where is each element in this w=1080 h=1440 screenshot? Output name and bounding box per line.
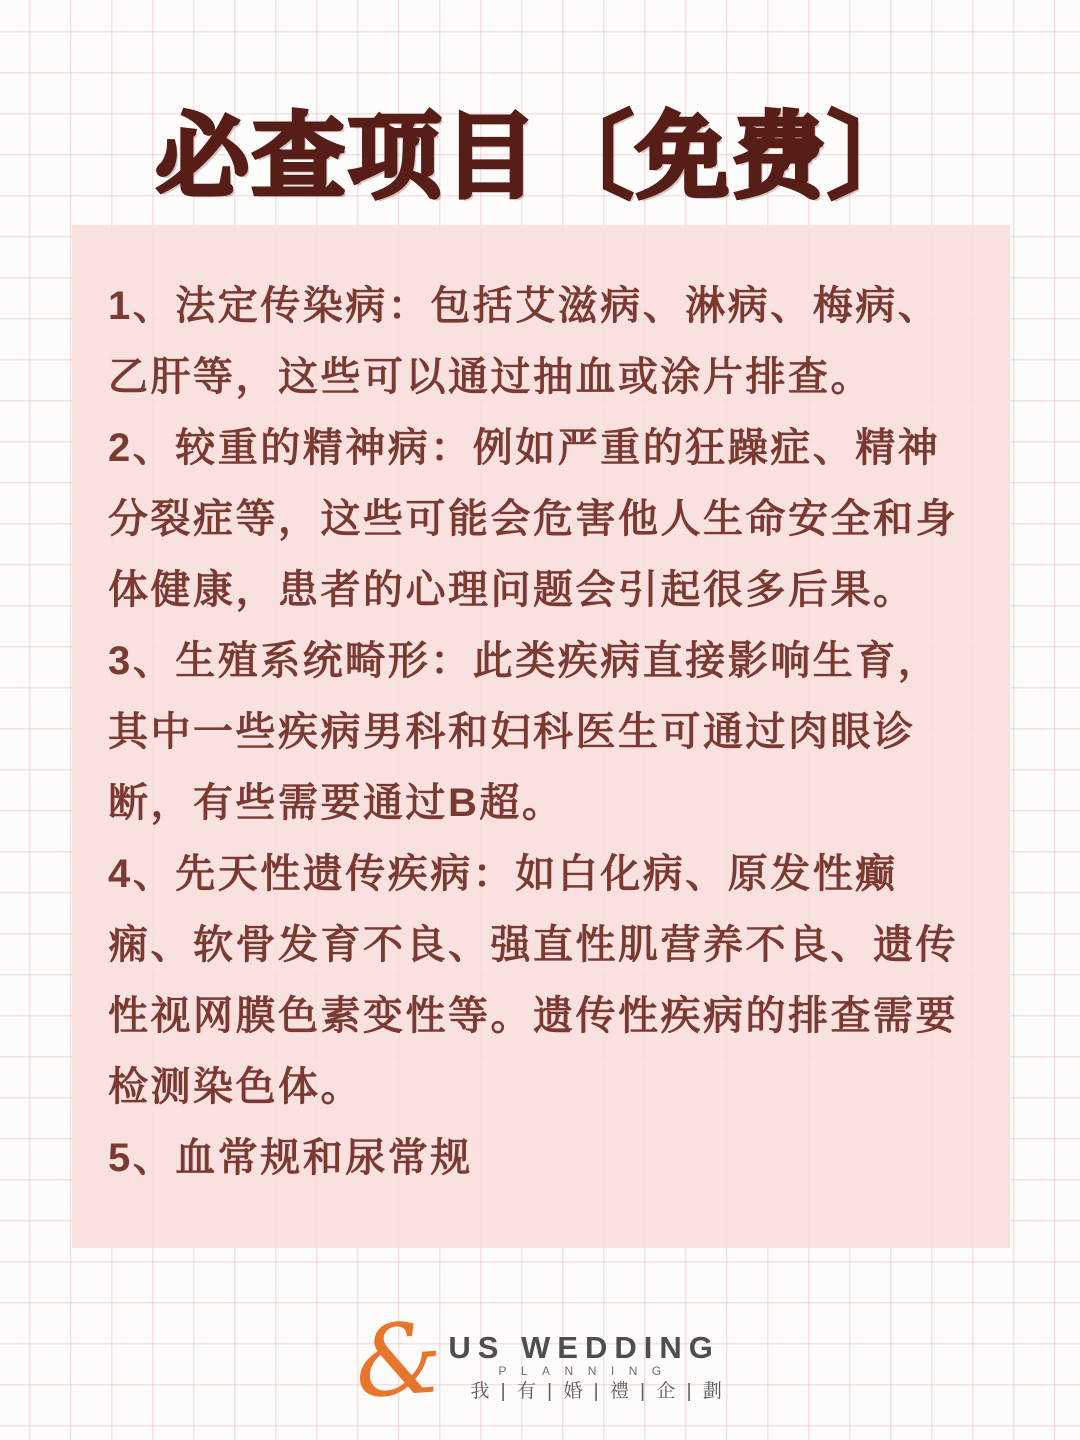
- list-item-line: 痫、软骨发育不良、强直性肌营养不良、遗传: [108, 923, 958, 967]
- list-item: [108, 271, 976, 413]
- content-panel: [72, 225, 1010, 1248]
- list-item-line: 分裂症等，这些可能会危害他人生命安全和身: [108, 497, 958, 541]
- list-item-line: 乙肝等，这些可以通过抽血或涂片排查。: [108, 355, 873, 399]
- page-title: 必查项目〔免费〕: [156, 105, 924, 209]
- list-item-line: 2、较重的精神病：例如严重的狂躁症、精神: [108, 426, 941, 470]
- list-item: [108, 626, 976, 839]
- list-item: [108, 839, 976, 1123]
- brand-chinese-tagline: 我 | 有 | 婚 | 禮 | 企 | 劃: [470, 1381, 725, 1402]
- list-item-line: 性视网膜色素变性等。遗传性疾病的排查需要: [108, 994, 958, 1038]
- list-item-line: 断，有些需要通过B超。: [108, 781, 565, 825]
- brand-name: US WEDDING: [448, 1330, 720, 1365]
- list-item-line: 体健康，患者的心理问题会引起很多后果。: [108, 568, 916, 612]
- list-item-line: 1、法定传染病：包括艾滋病、淋病、梅病、: [108, 284, 941, 328]
- list-item-line: 3、生殖系统畸形：此类疾病直接影响生育，: [108, 639, 941, 683]
- list-item-line: 5、血常规和尿常规: [108, 1136, 473, 1180]
- brand-subtitle: PLANNING: [498, 1364, 676, 1378]
- ampersand-logo-icon: &: [351, 1301, 447, 1421]
- list-item-line: 检测染色体。: [108, 1065, 363, 1109]
- brand-logo: [0, 1301, 1080, 1421]
- list-item-line: 其中一些疾病男科和妇科医生可通过肉眼诊: [108, 710, 916, 754]
- list-item-line: 4、先天性遗传疾病：如白化病、原发性癫: [108, 852, 898, 896]
- brand-text-column: [448, 1318, 724, 1405]
- list-item: [108, 1123, 976, 1194]
- list-item: [108, 413, 976, 626]
